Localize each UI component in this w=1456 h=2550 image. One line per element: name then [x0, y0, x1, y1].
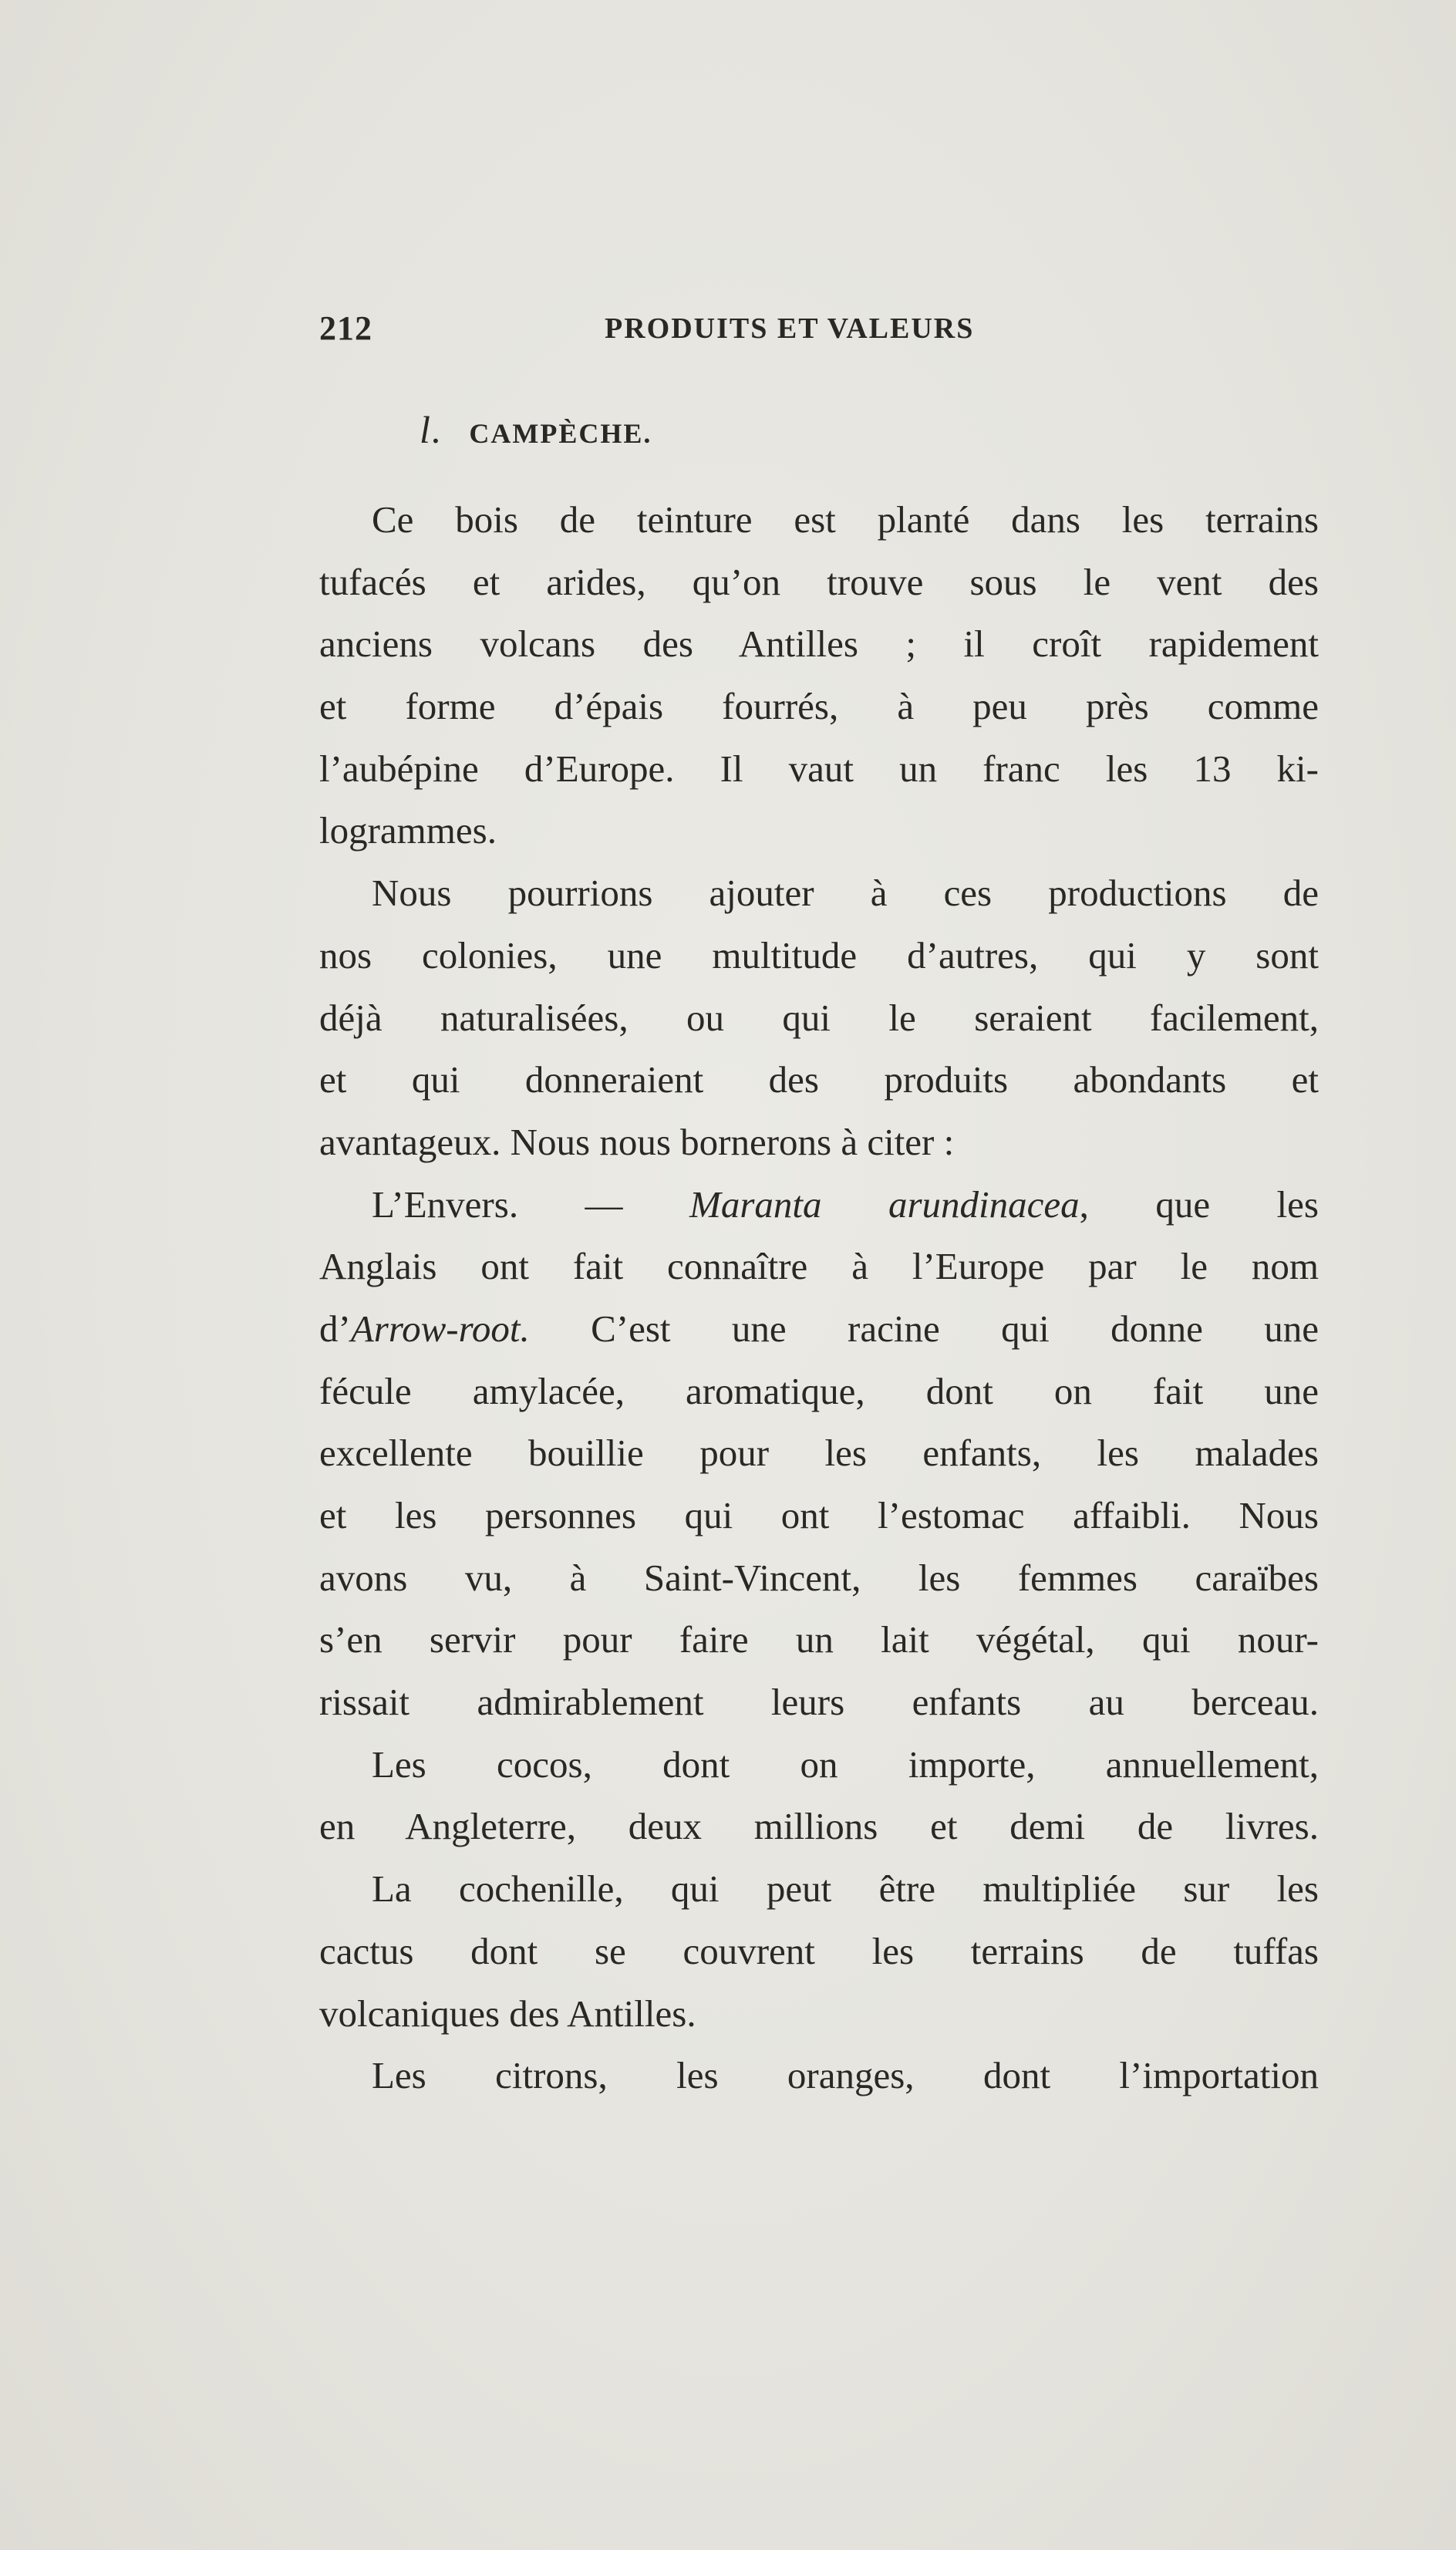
text-line: et forme d’épais fourrés, à peu près comme	[319, 685, 1319, 728]
text-line: l’aubépine d’Europe. Il vaut un franc les 13 ki-	[319, 747, 1319, 790]
text-line: tufacés et arides, qu’on trouve sous le vent des	[319, 560, 1319, 603]
text-line: logrammes.	[319, 809, 497, 852]
text-line: cactus dont se couvrent les terrains de tuffas	[319, 1929, 1319, 1972]
page-number: 212	[319, 309, 372, 347]
running-title: PRODUITS ET VALEURS	[605, 312, 975, 345]
italic-term: Arrow-root.	[350, 1307, 530, 1350]
section-letter: l.	[420, 408, 443, 451]
text-line: s’en servir pour faire un lait végétal, qui nour-	[319, 1618, 1319, 1661]
text-line: fécule amylacée, aromatique, dont on fait une	[319, 1369, 1319, 1412]
text-line: déjà naturalisées, ou qui le seraient facilement,	[319, 996, 1319, 1039]
text-line: La cochenille, qui peut être multipliée sur les	[372, 1867, 1319, 1911]
text-line: Anglais ont fait connaître à l’Europe par le nom	[319, 1245, 1319, 1288]
running-head	[319, 309, 1036, 355]
text-segment: L’Envers. —	[372, 1182, 689, 1226]
text-line: volcaniques des Antilles.	[319, 1992, 696, 2035]
text-line: Nous pourrions ajouter à ces productions de	[372, 872, 1319, 915]
text-segment: , que les	[1079, 1182, 1319, 1226]
text-segment: C’est une racine qui donne une	[529, 1307, 1319, 1350]
text-line	[319, 1298, 1319, 1361]
text-line: avons vu, à Saint-Vincent, les femmes caraïbes	[319, 1556, 1319, 1599]
text-line: nos colonies, une multitude d’autres, qui y sont	[319, 933, 1319, 976]
text-line: Les cocos, dont on importe, annuellement,	[372, 1742, 1319, 1786]
text-segment: d’	[319, 1307, 351, 1350]
text-line: avantageux. Nous nous bornerons à citer :	[319, 1120, 955, 1163]
text-line: en Angleterre, deux millions et demi de livres.	[319, 1805, 1319, 1848]
section-heading	[420, 407, 652, 452]
text-line	[319, 1174, 1319, 1236]
text-line: et les personnes qui ont l’estomac affaibli. Nous	[319, 1494, 1319, 1536]
text-line: anciens volcans des Antilles ; il croît rapidement	[319, 622, 1319, 666]
text-line: excellente bouillie pour les enfants, les malades	[319, 1432, 1319, 1475]
text-line: Les citrons, les oranges, dont l’importation	[372, 2054, 1319, 2097]
text-line: rissait admirablement leurs enfants au berceau.	[319, 1681, 1319, 1724]
text-line: et qui donneraient des produits abondants et	[319, 1058, 1319, 1101]
body-text	[319, 489, 1322, 2107]
section-name: CAMPÈCHE.	[469, 418, 652, 449]
text-line: Ce bois de teinture est planté dans les terrains	[372, 498, 1319, 541]
italic-term: Maranta arundinacea	[689, 1182, 1080, 1226]
